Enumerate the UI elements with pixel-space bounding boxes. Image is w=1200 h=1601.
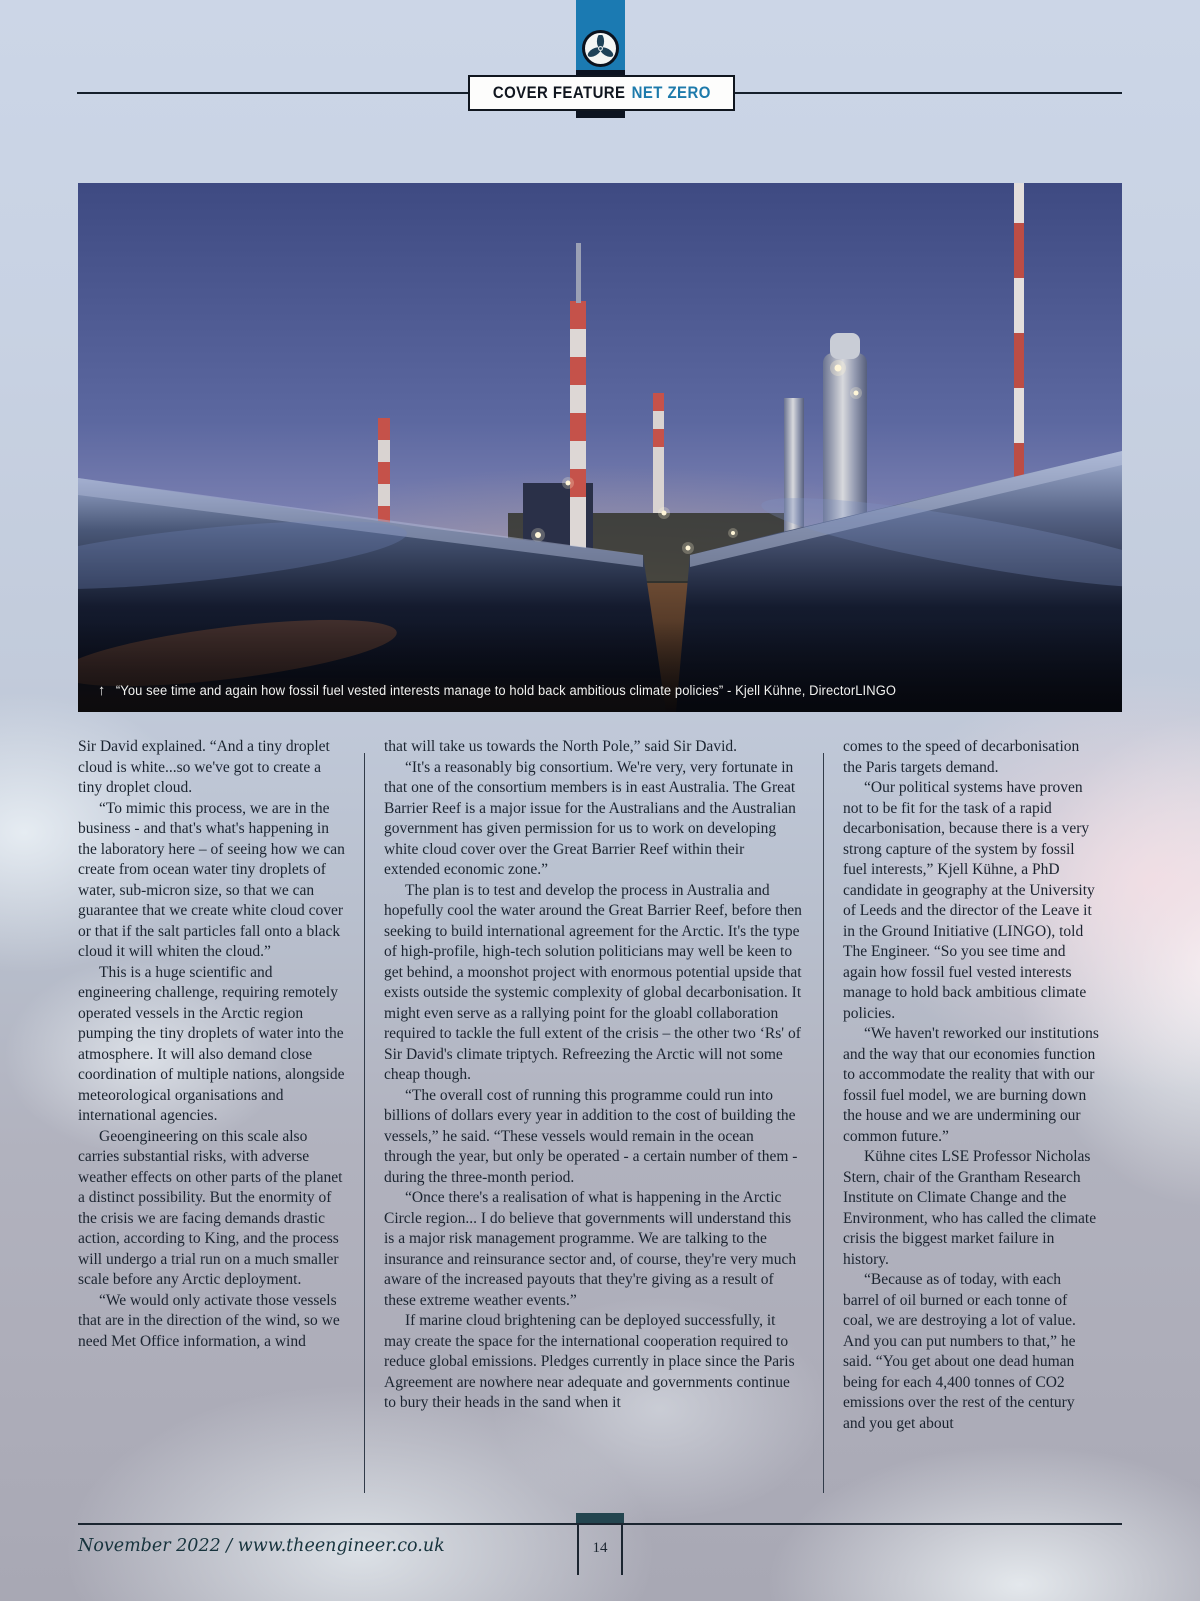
header-ribbon-dark-edge-lower xyxy=(576,111,625,118)
header-rule-left xyxy=(77,92,468,94)
paragraph: “We haven't reworked our institutions and the way that our economies function to accommodate the reality that with our fossil fuel model, we are burning down the house and we are undermining our common future.” xyxy=(843,1025,1099,1145)
photo-caption-text: “You see time and again how fossil fuel vested interests manage to hold back ambitious climate policies” - Kjell Kühne, DirectorLINGO xyxy=(115,683,897,698)
paragraph: “Once there's a realisation of what is happening in the Arctic Circle region... I do believe that governments will understand this is a major risk management programme. We are talking to the insurance and reinsurance sector and, of course, they're very much aware of the increased payouts that they're giving as a result of these extreme weather events.” xyxy=(384,1189,797,1309)
paragraph: “To mimic this process, we are in the business - and that's what's happening in the laboratory here – of seeing how we can create from ocean water tiny droplets of water, sub-micron size, so that we can guarantee that we create white cloud cover or that if the salt particles fall onto a black cloud it will whiten the cloud.” xyxy=(78,799,345,960)
paragraph: This is a huge scientific and engineering challenge, requiring remotely operated vessels in the Arctic region pumping the tiny droplets of water into the atmosphere. It will also demand close coordination of multiple nations, alongside meteorological organisations and international agencies. xyxy=(78,963,345,1124)
column-divider xyxy=(823,753,824,1493)
paragraph: “Because as of today, with each barrel of oil burned or each tonne of coal, we are destroying a lot of value. And you can put numbers to that,” he said. “You get about one dead human being for each 4,400 tonnes of CO2 emissions over the rest of the century and you get about xyxy=(843,1271,1076,1432)
refinery-photo-illustration xyxy=(78,183,1122,712)
paragraph: comes to the speed of decarbonisation the Paris targets demand. xyxy=(843,738,1080,776)
paragraph: that will take us towards the North Pole,” said Sir David. xyxy=(384,738,737,755)
article-body xyxy=(78,737,1122,1493)
cover-feature-banner xyxy=(468,75,735,111)
refinery-photo xyxy=(78,183,1122,712)
page-number: 14 xyxy=(592,1540,608,1556)
article-column-2 xyxy=(384,737,804,1493)
article-column-3 xyxy=(843,737,1100,1493)
column-divider xyxy=(364,753,365,1493)
header-rule-right xyxy=(735,92,1122,94)
photo-caption xyxy=(98,682,896,699)
paragraph: Kühne cites LSE Professor Nicholas Stern, chair of the Grantham Research Institute on Climate Change and the Environment, who has called the climate crisis the biggest market failure in history. xyxy=(843,1148,1097,1268)
paragraph: If marine cloud brightening can be deployed successfully, it may create the space for the international cooperation required to reduce global emissions. Pledges currently in place since the Paris Agreement are nowhere near adequate and governments continue to bury their heads in the sand when it xyxy=(384,1312,795,1411)
paragraph: Sir David explained. “And a tiny droplet cloud is white...so we've got to create a tiny droplet cloud. xyxy=(78,738,330,796)
page-number-bar-right xyxy=(621,1525,623,1575)
arrow-up-icon: ↑ xyxy=(98,682,106,699)
paragraph: “Our political systems have proven not to be fit for the task of a rapid decarbonisation, because there is a very strong capture of the system by fossil fuel interests,” Kjell Kühne, a PhD candidate in geography at the University of Leeds and the director of the Leave it in the Ground Initiative (LINGO), told The Engineer. “So you see time and again how fossil fuel vested interests manage to hold back ambitious climate policies. xyxy=(843,779,1095,1022)
banner-topic-label: NET ZERO xyxy=(631,83,711,102)
paragraph: Geoengineering on this scale also carries substantial risks, with adverse weather effects on other parts of the planet a distinct possibility. But the enormity of the crisis we are facing demands drastic action, according to King, and the process will undergo a trial run on a much smaller scale before any Arctic deployment. xyxy=(78,1127,343,1288)
paragraph: The plan is to test and develop the process in Australia and hopefully cool the water around the Great Barrier Reef, before then seeking to build international agreement for the Arctic. It's the type of high-profile, high-tech solution politicians may well be keen to get behind, a moonshot project with enormous potential upside that exists outside the systemic complexity of global decarbonisation. It might even serve as a rallying point for the gloabl collaboration required to tackle the full extent of the crisis – the other two ‘Rs' of Sir David's climate triptych. Refreezing the Arctic will not some cheap though. xyxy=(384,881,802,1083)
paragraph: “The overall cost of running this programme could run into billions of dollars every year in addition to the cost of building the vessels,” he said. “These vessels would remain in the ocean through the year, but only be operated - a certain number of them - during the three-month period. xyxy=(384,1086,798,1186)
article-column-1 xyxy=(78,737,345,1493)
paragraph: “We would only activate those vessels that are in the direction of the wind, so we need Met Office information, a wind xyxy=(78,1291,340,1350)
magazine-logo xyxy=(582,30,619,67)
paragraph: “It's a reasonably big consortium. We're very, very fortunate in that one of the consortium members is in east Australia. The Great Barrier Reef is a major issue for the Australians and the Australian government has given permission for us to work on developing white cloud cover over the Great Barrier Reef within their extended economic zone.” xyxy=(384,758,796,878)
footer-date-url: November 2022 / www.theengineer.co.uk xyxy=(78,1536,445,1556)
footer-rule xyxy=(78,1523,1122,1525)
propeller-icon xyxy=(587,35,614,62)
banner-feature-label: COVER FEATURE xyxy=(492,83,626,102)
